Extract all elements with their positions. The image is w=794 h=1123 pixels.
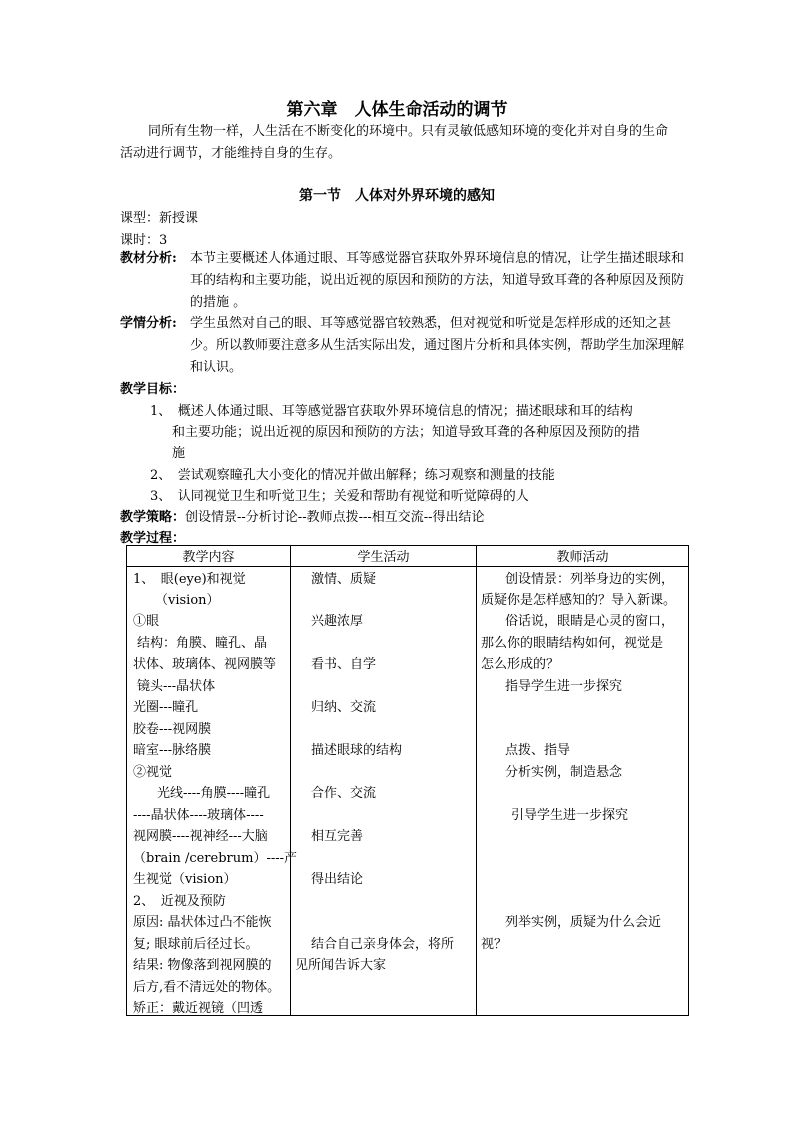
content-line: 2、 近视及预防: [133, 894, 226, 909]
process-label: 教学过程：: [120, 531, 186, 546]
material-text: 本节主要概述人体通过眼、耳等感觉器官获取外界环境信息的情况，让学生描述眼球和耳的结构和主要功能，说出近视的原因和预防的方法，知道导致耳聋的各种原因及预防的措施 。: [190, 251, 685, 310]
student-activity: 合作、交流: [311, 786, 377, 801]
content-line: ①眼: [133, 614, 160, 629]
content-line: 生视觉（vision）: [133, 872, 237, 887]
header-student: 学生活动: [291, 546, 477, 567]
content-line: 状体、玻璃体、视网膜等: [133, 657, 277, 672]
student-activity: 兴趣浓厚: [311, 614, 364, 629]
teacher-activity: 点拨、指导: [505, 743, 571, 758]
student-analysis: [120, 313, 685, 379]
student-label: 学情分析:: [120, 316, 177, 331]
goal-1-cont: 和主要功能；说出近视的原因和预防的方法；知道导致耳聋的各种原因及预防的措: [172, 425, 641, 440]
student-activity: 描述眼球的结构: [311, 743, 403, 758]
section-title: 第一节 人体对外界环境的感知: [299, 188, 495, 204]
content-line: 结构：角膜、瞳孔、晶: [137, 636, 268, 651]
content-cell: [127, 567, 298, 1016]
content-line: 矫正：戴近视镜（凹透: [133, 1001, 264, 1016]
content-line: 原因: 晶状体过凸不能恢: [133, 915, 272, 930]
goal-2: 2、 尝试观察瞳孔大小变化的情况并做出解释；练习观察和测量的技能: [150, 468, 555, 483]
content-line: （vision）: [155, 593, 220, 608]
student-activity: 相互完善: [311, 829, 364, 844]
teacher-activity: 怎么形成的？: [481, 657, 560, 672]
student-text: 学生虽然对自己的眼、耳等感觉器官较熟悉，但对视觉和听觉是怎样形成的还知之甚少。所以教师要注意多从生活实际出发，通过图片分析和具体实例，帮助学生加深理解和认识。: [190, 316, 685, 375]
goal-1-end: 施: [172, 446, 186, 461]
content-line: 结果: 物像落到视网膜的: [133, 958, 272, 973]
strategy: [120, 506, 485, 525]
content-line: 胶卷---视网膜: [133, 722, 212, 737]
content-line: 1、 眼(eye)和视觉: [133, 572, 246, 587]
process-table: [126, 545, 689, 1016]
content-line: 复; 眼球前后径过长。: [133, 937, 259, 952]
student-activity: 归纳、交流: [311, 700, 377, 715]
lesson-type: 课型：新授课: [120, 211, 199, 226]
student-activity: 激情、质疑: [311, 572, 377, 587]
teacher-activity: 创设情景：列举身边的实例，: [505, 572, 675, 587]
content-line: 光圈---瞳孔: [133, 700, 199, 715]
teacher-activity: 俗话说，眼睛是心灵的窗口，: [505, 614, 675, 629]
content-line: 光线----角膜----瞳孔: [157, 786, 271, 801]
teacher-activity: 分析实例，制造悬念: [505, 765, 623, 780]
student-cell: [291, 567, 477, 1016]
teacher-activity: 指导学生进一步探究: [505, 679, 623, 694]
material-label: 教材分析:: [120, 251, 177, 266]
content-line: ②视觉: [133, 765, 173, 780]
content-line: 暗室---脉络膜: [133, 743, 212, 758]
strategy-text: 创设情景--分析讨论--教师点拨---相互交流--得出结论: [185, 510, 485, 525]
teacher-activity: 质疑你是怎样感知的？导入新课。: [481, 593, 677, 608]
teacher-activity: 那么你的眼睛结构如何，视觉是: [481, 636, 664, 651]
material-analysis: [120, 248, 685, 314]
content-line: ----晶状体----玻璃体----: [133, 808, 264, 823]
teacher-activity: 视？: [481, 937, 508, 952]
student-activity: 见所闻告诉大家: [295, 958, 387, 973]
chapter-title: 第六章 人体生命活动的调节: [286, 100, 508, 120]
content-line: 镜头---晶状体: [137, 679, 216, 694]
content-line: 后方,看不清远处的物体。: [133, 980, 281, 995]
teacher-activity: 列举实例，质疑为什么会近: [505, 915, 662, 930]
content-line: 视网膜----视神经---大脑: [133, 829, 268, 844]
student-activity: 结合自己亲身体会，将所: [311, 937, 455, 952]
chapter-intro: 同所有生物一样，人生活在不断变化的环境中。只有灵敏低感知环境的变化并对自身的生命活动进行调节，才能维持自身的生存。: [120, 124, 669, 161]
teacher-activity: 引导学生进一步探究: [511, 808, 629, 823]
student-activity: 得出结论: [311, 872, 364, 887]
student-activity: 看书、自学: [311, 657, 377, 672]
table-row: [127, 567, 689, 1016]
table-header-row: [127, 546, 689, 567]
header-teacher: 教师活动: [477, 546, 689, 567]
teacher-cell: [477, 567, 689, 1016]
lesson-hours: 课时：3: [120, 233, 168, 248]
goals-label: 教学目标：: [120, 382, 186, 397]
goal-1: 1、 概述人体通过眼、耳等感觉器官获取外界环境信息的情况；描述眼球和耳的结构: [150, 404, 633, 419]
goal-3: 3、 认同视觉卫生和听觉卫生；关爱和帮助有视觉和听觉障碍的人: [150, 489, 529, 504]
strategy-label: 教学策略：: [120, 510, 186, 525]
header-content: 教学内容: [127, 546, 291, 567]
content-line: （brain /cerebrum）----产: [133, 851, 298, 866]
